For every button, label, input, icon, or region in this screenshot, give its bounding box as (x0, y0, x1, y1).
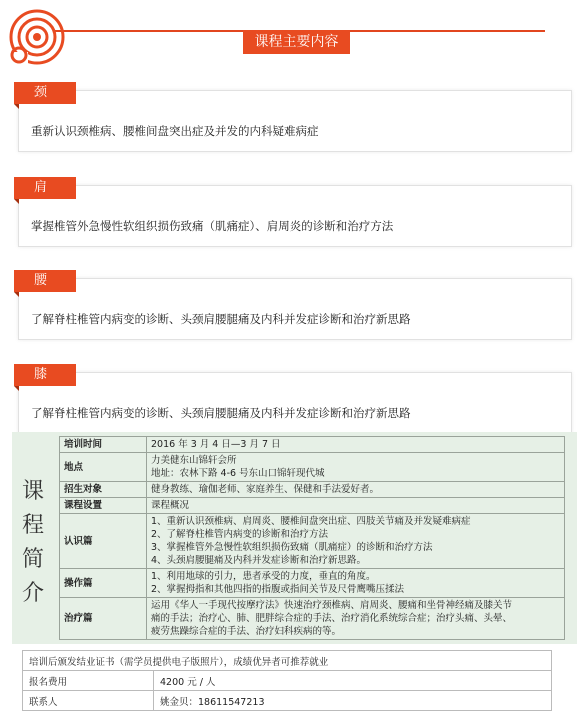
intro-side-label: 课 程 简 介 (22, 479, 45, 606)
card-tag: 肩 (14, 177, 76, 199)
intro-row-value (147, 514, 565, 569)
intro-line: 1、重新认识颈椎病、肩周炎、腰椎间盘突出症、四肢关节痛及并发疑难病症 (151, 516, 471, 527)
intro-row-value (147, 437, 565, 453)
intro-row-key: 课程设置 (60, 498, 147, 514)
fee-label: 报名费用 (23, 671, 154, 691)
intro-row-key: 认识篇 (60, 514, 147, 569)
intro-line: 3、掌握椎管外急慢性软组织损伤致痛（肌痛症）的诊断和治疗方法 (151, 542, 433, 553)
intro-grid (59, 436, 565, 640)
intro-line: 疲劳焦躁综合症的手法、治疗妇科疾病的等。 (151, 626, 342, 637)
intro-row (60, 482, 565, 498)
course-intro-table (12, 432, 577, 644)
course-card-shoulder (18, 180, 572, 247)
contact-value: 姚金贝：18611547213 (154, 691, 552, 711)
intro-row-value (147, 453, 565, 482)
card-text: 了解脊柱椎管内病变的诊断、头颈肩腰腿痛及内科并发症诊断和治疗新思路 (31, 312, 411, 326)
card-text: 重新认识颈椎病、腰椎间盘突出症及并发的内科疑难病症 (31, 124, 319, 138)
certificate-note: 培训后颁发结业证书（需学员提供电子版照片），成绩优异者可推荐就业 (23, 651, 552, 671)
intro-row-value (147, 498, 565, 514)
intro-line: 4、头颈肩腰腿痛及内科并发症诊断和治疗新思路。 (151, 555, 367, 566)
fee-value: 4200 元 / 人 (154, 671, 552, 691)
intro-row-key: 地点 (60, 453, 147, 482)
intro-line: 健身教练、瑜伽老师、家庭养生、保健和手法爱好者。 (151, 484, 380, 495)
intro-row-key: 培训时间 (60, 437, 147, 453)
card-text: 掌握椎管外急慢性软组织损伤致痛（肌痛症）、肩周炎的诊断和治疗方法 (31, 219, 394, 233)
intro-line: 课程概况 (151, 500, 190, 511)
card-tag: 颈 (14, 82, 76, 104)
intro-line: 地址：农林下路 4-6 号东山口锦轩现代城 (151, 468, 325, 479)
intro-row-value (147, 598, 565, 640)
target-icon (8, 8, 66, 66)
contact-label: 联系人 (23, 691, 154, 711)
intro-line: 力美健东山锦轩会所 (151, 455, 237, 466)
card-text: 了解脊柱椎管内病变的诊断、头颈肩腰腿痛及内科并发症诊断和治疗新思路 (31, 406, 411, 420)
card-tag: 腰 (14, 270, 76, 292)
course-card-neck (18, 85, 572, 152)
intro-line: 运用《华人一手现代按摩疗法》快速治疗颈椎病、肩周炎、腰痛和坐骨神经痛及膝关节 (151, 600, 513, 611)
intro-row-value (147, 482, 565, 498)
intro-line: 2、掌握拇指和其他四指的指腹或指间关节及尺骨鹰嘴压揉法 (151, 584, 405, 595)
intro-row-value (147, 569, 565, 598)
intro-row (60, 498, 565, 514)
intro-row (60, 569, 565, 598)
course-card-knee (18, 367, 572, 434)
intro-row-key: 治疗篇 (60, 598, 147, 640)
intro-row (60, 514, 565, 569)
card-tag: 膝 (14, 364, 76, 386)
intro-row-key: 招生对象 (60, 482, 147, 498)
course-card-waist (18, 273, 572, 340)
section-title: 课程主要内容 (243, 30, 350, 54)
intro-row-key: 操作篇 (60, 569, 147, 598)
intro-row (60, 598, 565, 640)
intro-line: 1、利用地球的引力，患者承受的力度，垂直的角度。 (151, 571, 376, 582)
intro-row (60, 453, 565, 482)
footer-table (22, 650, 552, 711)
intro-line: 2016 年 3 月 4 日—3 月 7 日 (151, 439, 281, 450)
intro-line: 痛的手法；治疗心、肺、肥胖综合症的手法、治疗消化系统综合症；治疗头痛、头晕、 (151, 613, 513, 624)
intro-line: 2、了解脊柱椎管内病变的诊断和治疗方法 (151, 529, 329, 540)
intro-row (60, 437, 565, 453)
